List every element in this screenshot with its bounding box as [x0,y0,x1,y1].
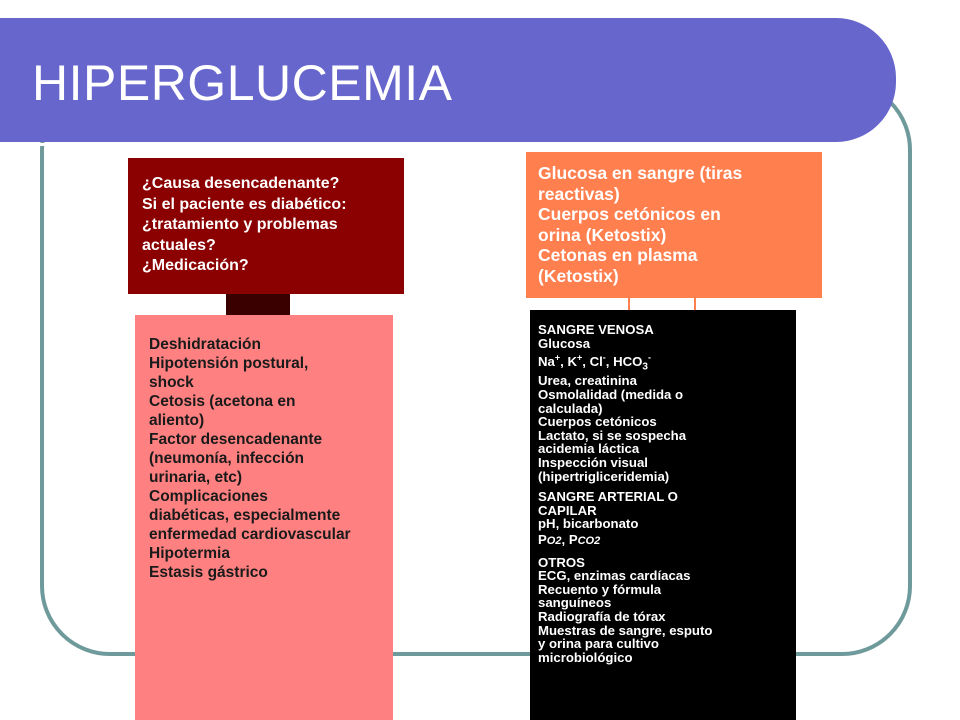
venous-heading: SANGRE VENOSA [538,322,654,337]
causes-box [128,158,404,294]
lab-line: sanguíneos [538,595,612,611]
lab-line: Urea, creatinina [538,373,637,389]
lab-line: (hipertrigliceridemia) [538,468,670,484]
causes-line: ¿Medicación? [142,257,249,274]
tests-line: orina (Ketostix) [538,224,667,245]
lab-line: ECG, enzimas cardíacas [538,568,691,584]
symptom-line: Hipotermia [149,545,230,562]
causes-line: Si el paciente es diabético: [142,195,347,213]
title-bar [0,18,896,142]
lab-line: y orina para cultivo [538,636,659,652]
lab-line: Muestras de sangre, esputo [538,622,713,638]
lab-line: Radiografía de tórax [538,608,666,624]
symptoms-box [135,315,393,720]
tests-line: (Ketostix) [538,265,619,286]
tests-line: Cuerpos cetónicos en [538,204,721,224]
lab-line: Cuerpos cetónicos [538,414,657,430]
symptom-line: Factor desencadenante [149,431,323,448]
symptom-line: shock [149,374,194,391]
lab-line: pH, bicarbonato [538,516,639,532]
symptom-line: urinaria, etc) [149,469,243,486]
electrolytes-line: Na+, K+, Cl-, $HCO_3^-$ [538,352,651,373]
causes-line: actuales? [142,236,216,254]
causes-line: ¿Causa desencadenante? [142,175,340,192]
lab-line: CAPILAR [538,502,597,518]
slide-title: HIPERGLUCEMIA [32,55,453,111]
causes-line: ¿tratamiento y problemas [142,216,338,233]
symptom-line: Estasis gástrico [149,564,268,581]
symptom-line: Hipotensión postural, [149,355,309,372]
tests-box [526,152,822,298]
lab-line: acidemia láctica [538,441,640,457]
lab-line: microbiológico [538,649,633,665]
symptom-line: enfermedad cardiovascular [149,526,351,543]
tests-line: Cetonas en plasma [538,245,698,265]
tests-line: Glucosa en sangre (tiras [538,163,743,183]
title-underline [0,143,848,146]
lab-line: Recuento y fórmula [538,581,662,597]
lab-line: Inspección visual [538,454,648,470]
tests-line: reactivas) [538,183,620,204]
lab-line: Osmolalidad (medida o [538,387,684,403]
symptom-line: aliento) [149,412,205,429]
lab-line: Glucosa [538,335,591,351]
symptom-line: Deshidratación [149,336,261,353]
symptom-line: Cetosis (acetona en [149,393,296,410]
labs-box [530,310,796,720]
lab-line: Lactato, si se sospecha [538,427,687,443]
symptom-line: (neumonía, infección [149,450,305,467]
gases-line: PO2, PCO2 [538,531,601,547]
lab-line: calculada) [538,400,603,416]
symptom-line: Complicaciones [149,488,268,505]
symptom-line: diabéticas, especialmente [149,507,341,524]
others-heading: OTROS [538,554,585,570]
arterial-heading: SANGRE ARTERIAL O [538,489,678,505]
